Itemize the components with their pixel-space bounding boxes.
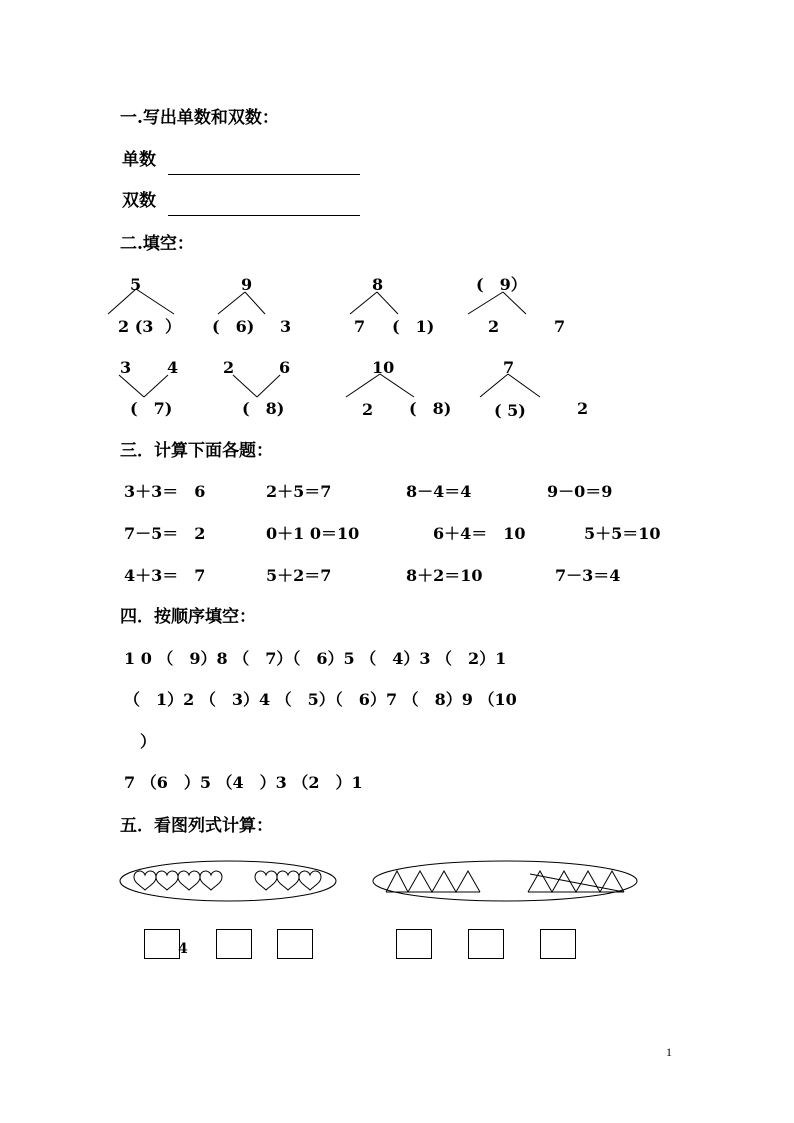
- section5-title: 五．看图列式计算：: [120, 816, 273, 836]
- calc-r3-c1[interactable]: 4＋3＝ 7: [124, 566, 206, 585]
- bond2-top: 9: [241, 275, 253, 294]
- sequence-line-2[interactable]: （ 1）2 （ 3）4 （ 5）（ 6）7 （ 8）9 （10: [124, 690, 517, 709]
- bond3-right[interactable]: ( 1): [392, 317, 435, 336]
- calc-r3-c4[interactable]: 7－3＝4: [555, 566, 621, 585]
- calc-r1-c3[interactable]: 8－4＝4: [406, 482, 472, 501]
- bond1-top: 5: [130, 275, 142, 294]
- bond4-top[interactable]: ( 9）: [476, 275, 527, 294]
- calc-r1-c2[interactable]: 2＋5＝7: [266, 482, 332, 501]
- answer-box-2[interactable]: [216, 929, 252, 959]
- bond7-top: 10: [372, 358, 395, 377]
- bond8-left[interactable]: ( 5): [494, 401, 526, 420]
- bond4-left: 2: [488, 317, 500, 336]
- section2-title: 二.填空：: [120, 234, 194, 254]
- answer-box-6[interactable]: [540, 929, 576, 959]
- answer-box-3[interactable]: [277, 929, 313, 959]
- bond5-b: 4: [167, 358, 179, 377]
- calc-r1-c4[interactable]: 9－0＝9: [547, 482, 613, 501]
- bond5-sum[interactable]: ( 7): [130, 399, 173, 418]
- bond6-a: 2: [223, 358, 235, 377]
- calc-r2-c2[interactable]: 0＋1 0＝10: [266, 524, 360, 543]
- odd-label: 单数: [122, 150, 156, 170]
- section3-title: 三．计算下面各题：: [120, 441, 273, 461]
- calc-r2-c1[interactable]: 7－5＝ 2: [124, 524, 206, 543]
- sequence-line-1[interactable]: 1 0 （ 9）8 （ 7）（ 6）5 （ 4）3 （ 2）1: [124, 649, 507, 668]
- answer-box-4[interactable]: [396, 929, 432, 959]
- bond7-right[interactable]: ( 8): [409, 399, 452, 418]
- sequence-line-3[interactable]: 7 （6 ）5 （4 ）3 （2 ）1: [124, 773, 363, 792]
- calc-r2-c4[interactable]: 5＋5＝10: [584, 524, 661, 543]
- bond2-left[interactable]: ( 6): [212, 317, 255, 336]
- calc-r1-c1[interactable]: 3＋3＝ 6: [124, 482, 206, 501]
- bond8-top: 7: [503, 358, 515, 377]
- bond2-right: 3: [280, 317, 292, 336]
- bond5-a: 3: [120, 358, 132, 377]
- bond7-left: 2: [362, 400, 374, 419]
- answer-box-1[interactable]: [144, 929, 180, 959]
- bond3-left: 7: [354, 317, 366, 336]
- bond1-left[interactable]: 2 (3: [118, 317, 154, 336]
- bond3-top: 8: [372, 275, 384, 294]
- even-label: 双数: [122, 191, 156, 211]
- bond1-right: ）: [165, 317, 182, 336]
- page-number: 1: [666, 1045, 672, 1059]
- bond8-right: 2: [577, 399, 589, 418]
- answer-box-1-note: 4: [178, 941, 188, 957]
- answer-box-5[interactable]: [468, 929, 504, 959]
- section4-title: 四．按顺序填空：: [120, 607, 256, 627]
- bond6-b: 6: [279, 358, 291, 377]
- calc-r3-c2[interactable]: 5＋2＝7: [266, 566, 332, 585]
- calc-r2-c3[interactable]: 6＋4＝ 10: [433, 524, 526, 543]
- calc-r3-c3[interactable]: 8＋2＝10: [406, 566, 483, 585]
- sequence-line-2-cont: ）: [140, 732, 157, 751]
- section1-title: 一.写出单数和双数：: [120, 108, 279, 128]
- bond4-right: 7: [554, 317, 566, 336]
- bond6-sum[interactable]: ( 8): [242, 399, 285, 418]
